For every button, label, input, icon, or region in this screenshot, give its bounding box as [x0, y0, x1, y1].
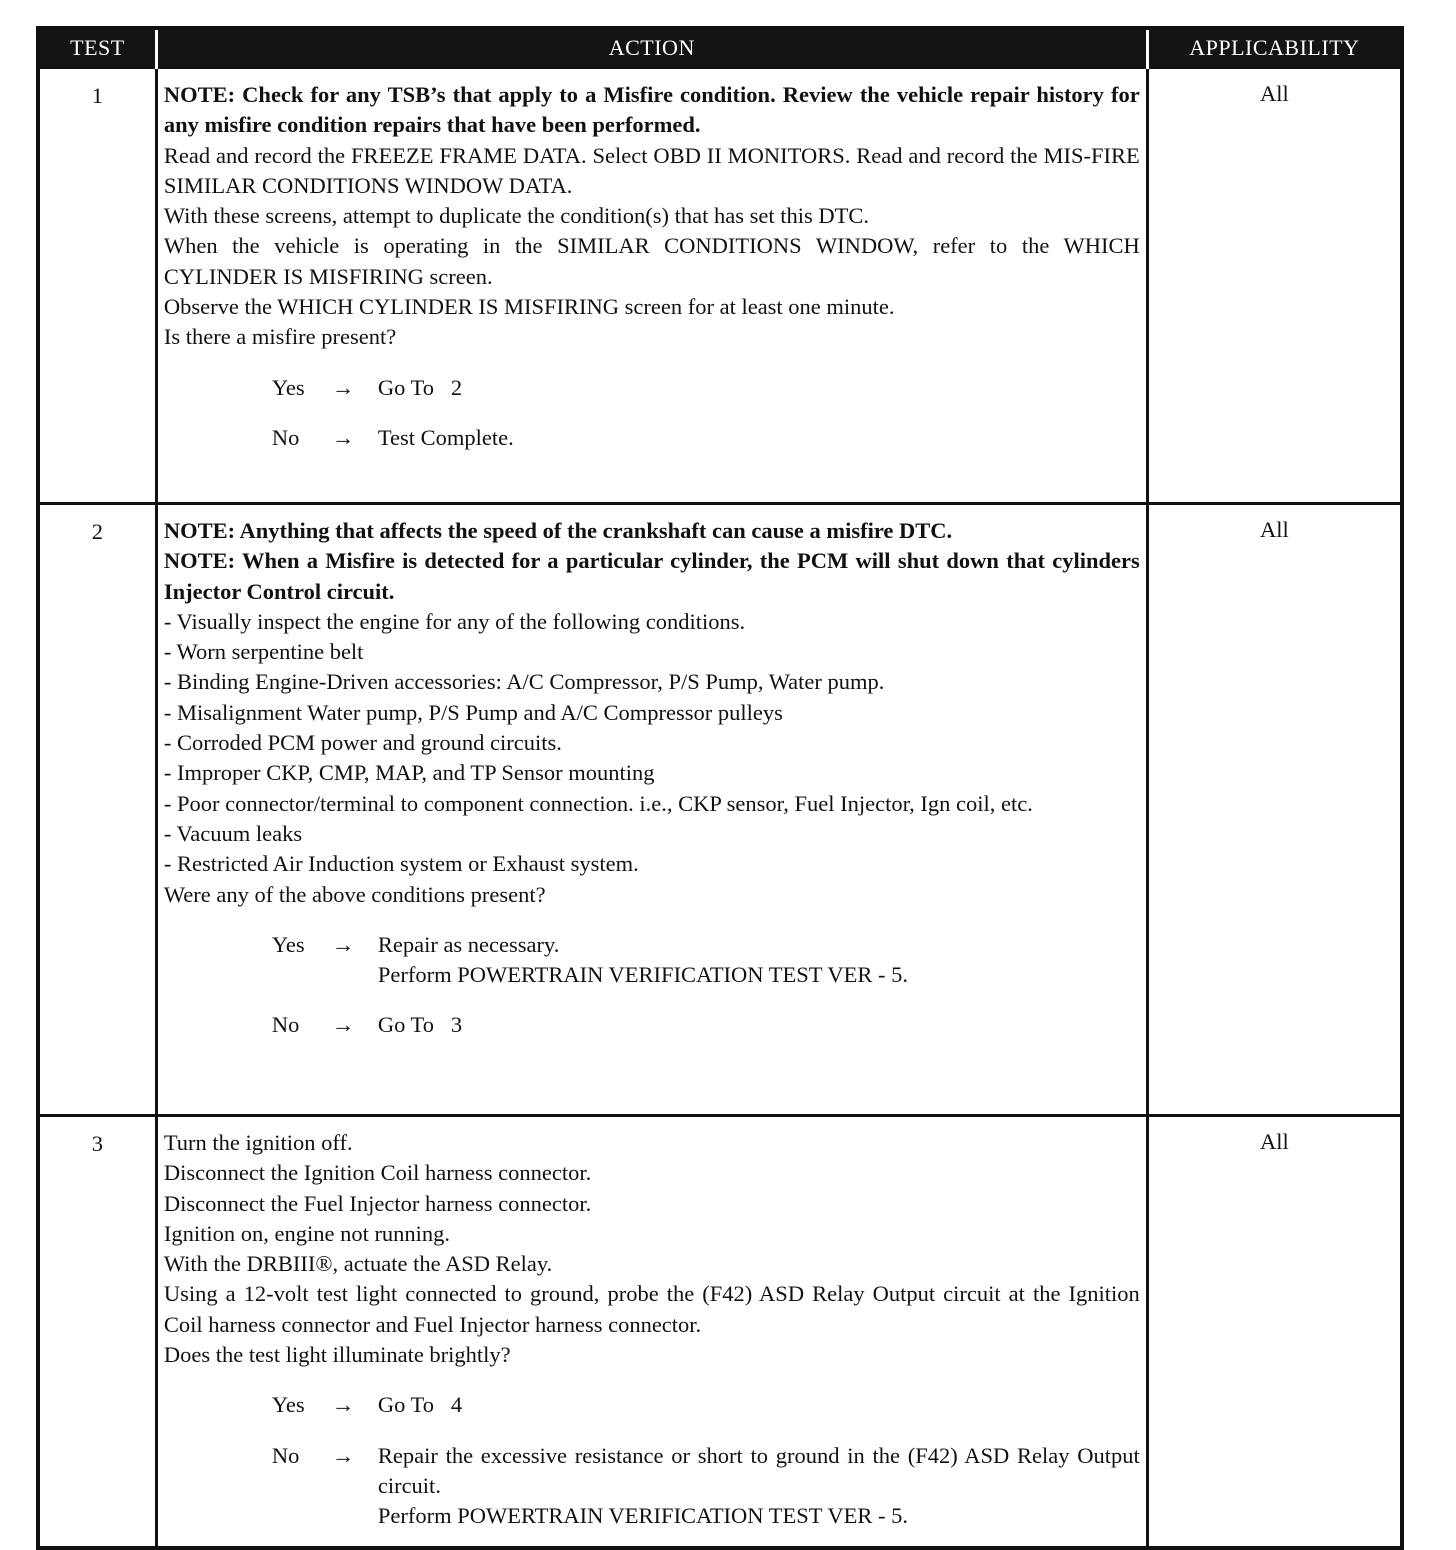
result-text: [378, 1441, 1140, 1532]
action-line: - Visually inspect the engine for any of the following conditions.: [163, 608, 746, 634]
applicability-value: All: [1147, 68, 1402, 504]
action-line: Disconnect the Fuel Injector harness connector.: [163, 1190, 592, 1216]
result-label: Yes: [271, 931, 305, 957]
result-text: [378, 930, 1140, 991]
action-line: Disconnect the Ignition Coil harness connector.: [163, 1160, 592, 1186]
applicability-value: All: [1147, 504, 1402, 1116]
result-label: No: [271, 1012, 300, 1038]
result-label: Yes: [271, 374, 305, 400]
diagnostic-test-table: [36, 26, 1404, 1550]
action-line: - Worn serpentine belt: [163, 639, 364, 665]
applicability-value: All: [1147, 1116, 1402, 1549]
header-applicability: APPLICABILITY: [1147, 28, 1402, 68]
arrow-right-icon: →: [331, 931, 355, 957]
action-question: Does the test light illuminate brightly?: [163, 1342, 511, 1368]
result-no: [272, 1441, 1140, 1532]
test-number: 1: [38, 68, 156, 504]
header-test: TEST: [38, 28, 156, 68]
result-no: [272, 1010, 1140, 1040]
action-line: - Improper CKP, CMP, MAP, and TP Sensor mounting: [163, 760, 655, 786]
action-line: With the DRBIII®, actuate the ASD Relay.: [163, 1251, 553, 1277]
result-yes: [272, 373, 1140, 403]
result-line: Repair the excessive resistance or short to ground in the (F42) ASD Relay Output circuit.: [377, 1442, 1140, 1498]
action-line: Read and record the FREEZE FRAME DATA. Select OBD II MONITORS. Read and record the MIS-FIRE SIMILAR CONDITIONS WINDOW DATA.: [163, 142, 1140, 198]
note-text: NOTE: Anything that affects the speed of the crankshaft can cause a misfire DTC.: [163, 518, 953, 543]
action-line: - Binding Engine-Driven accessories: A/C Compressor, P/S Pump, Water pump.: [163, 669, 885, 695]
result-line: Go To 3: [377, 1012, 463, 1038]
action-question: Is there a misfire present?: [163, 324, 397, 350]
test-number: 2: [38, 504, 156, 1116]
test-number: 3: [38, 1116, 156, 1549]
action-line: - Vacuum leaks: [163, 820, 303, 846]
result-label: Yes: [271, 1392, 305, 1418]
result-label: No: [271, 424, 300, 450]
action-line: - Restricted Air Induction system or Exhaust system.: [163, 851, 639, 877]
table-row: [38, 504, 1402, 1116]
arrow-right-icon: →: [331, 1442, 355, 1468]
action-line: - Corroded PCM power and ground circuits.: [163, 730, 562, 756]
result-text: [378, 373, 1140, 403]
action-cell: [156, 504, 1147, 1116]
action-line: With these screens, attempt to duplicate the condition(s) that has set this DTC.: [163, 203, 870, 229]
action-line: Ignition on, engine not running.: [163, 1220, 451, 1246]
result-line: Go To 4: [377, 1392, 463, 1418]
table-row: [38, 1116, 1402, 1549]
result-text: [378, 1010, 1140, 1040]
result-text: [378, 1390, 1140, 1420]
result-line: Perform POWERTRAIN VERIFICATION TEST VER - 5.: [377, 962, 908, 988]
arrow-right-icon: →: [331, 424, 355, 450]
action-line: - Poor connector/terminal to component connection. i.e., CKP sensor, Fuel Injector, Ign coil, etc.: [163, 790, 1033, 816]
note-text: NOTE: Check for any TSB’s that apply to a Misfire condition. Review the vehicle repair history for any misfire condition repairs that have been performed.: [163, 82, 1140, 138]
result-line: Repair as necessary.: [377, 931, 560, 957]
action-line: Observe the WHICH CYLINDER IS MISFIRING screen for at least one minute.: [163, 294, 895, 320]
table-row: [38, 68, 1402, 504]
result-line: Perform POWERTRAIN VERIFICATION TEST VER - 5.: [377, 1503, 908, 1529]
action-question: Were any of the above conditions present?: [163, 881, 546, 907]
arrow-right-icon: →: [331, 1392, 355, 1418]
table-header-row: [38, 28, 1402, 68]
action-cell: [156, 1116, 1147, 1549]
action-cell: [156, 68, 1147, 504]
action-line: Turn the ignition off.: [163, 1130, 353, 1155]
note-text: NOTE: When a Misfire is detected for a particular cylinder, the PCM will shut down that cylinders Injector Control circuit.: [163, 548, 1140, 604]
result-yes: [272, 930, 1140, 991]
action-line: When the vehicle is operating in the SIMILAR CONDITIONS WINDOW, refer to the WHICH CYLINDER IS MISFIRING screen.: [163, 233, 1140, 289]
result-line: Go To 2: [377, 374, 463, 400]
arrow-right-icon: →: [331, 374, 355, 400]
action-line: - Misalignment Water pump, P/S Pump and A/C Compressor pulleys: [163, 699, 783, 725]
header-action: ACTION: [156, 28, 1147, 68]
result-line: Test Complete.: [377, 424, 514, 450]
result-text: [378, 423, 1140, 453]
result-no: [272, 423, 1140, 453]
result-label: No: [271, 1442, 300, 1468]
arrow-right-icon: →: [331, 1012, 355, 1038]
action-line: Using a 12-volt test light connected to ground, probe the (F42) ASD Relay Output circuit at the Ignition Coil harness connector and Fuel Injector harness connector.: [163, 1281, 1140, 1337]
result-yes: [272, 1390, 1140, 1420]
